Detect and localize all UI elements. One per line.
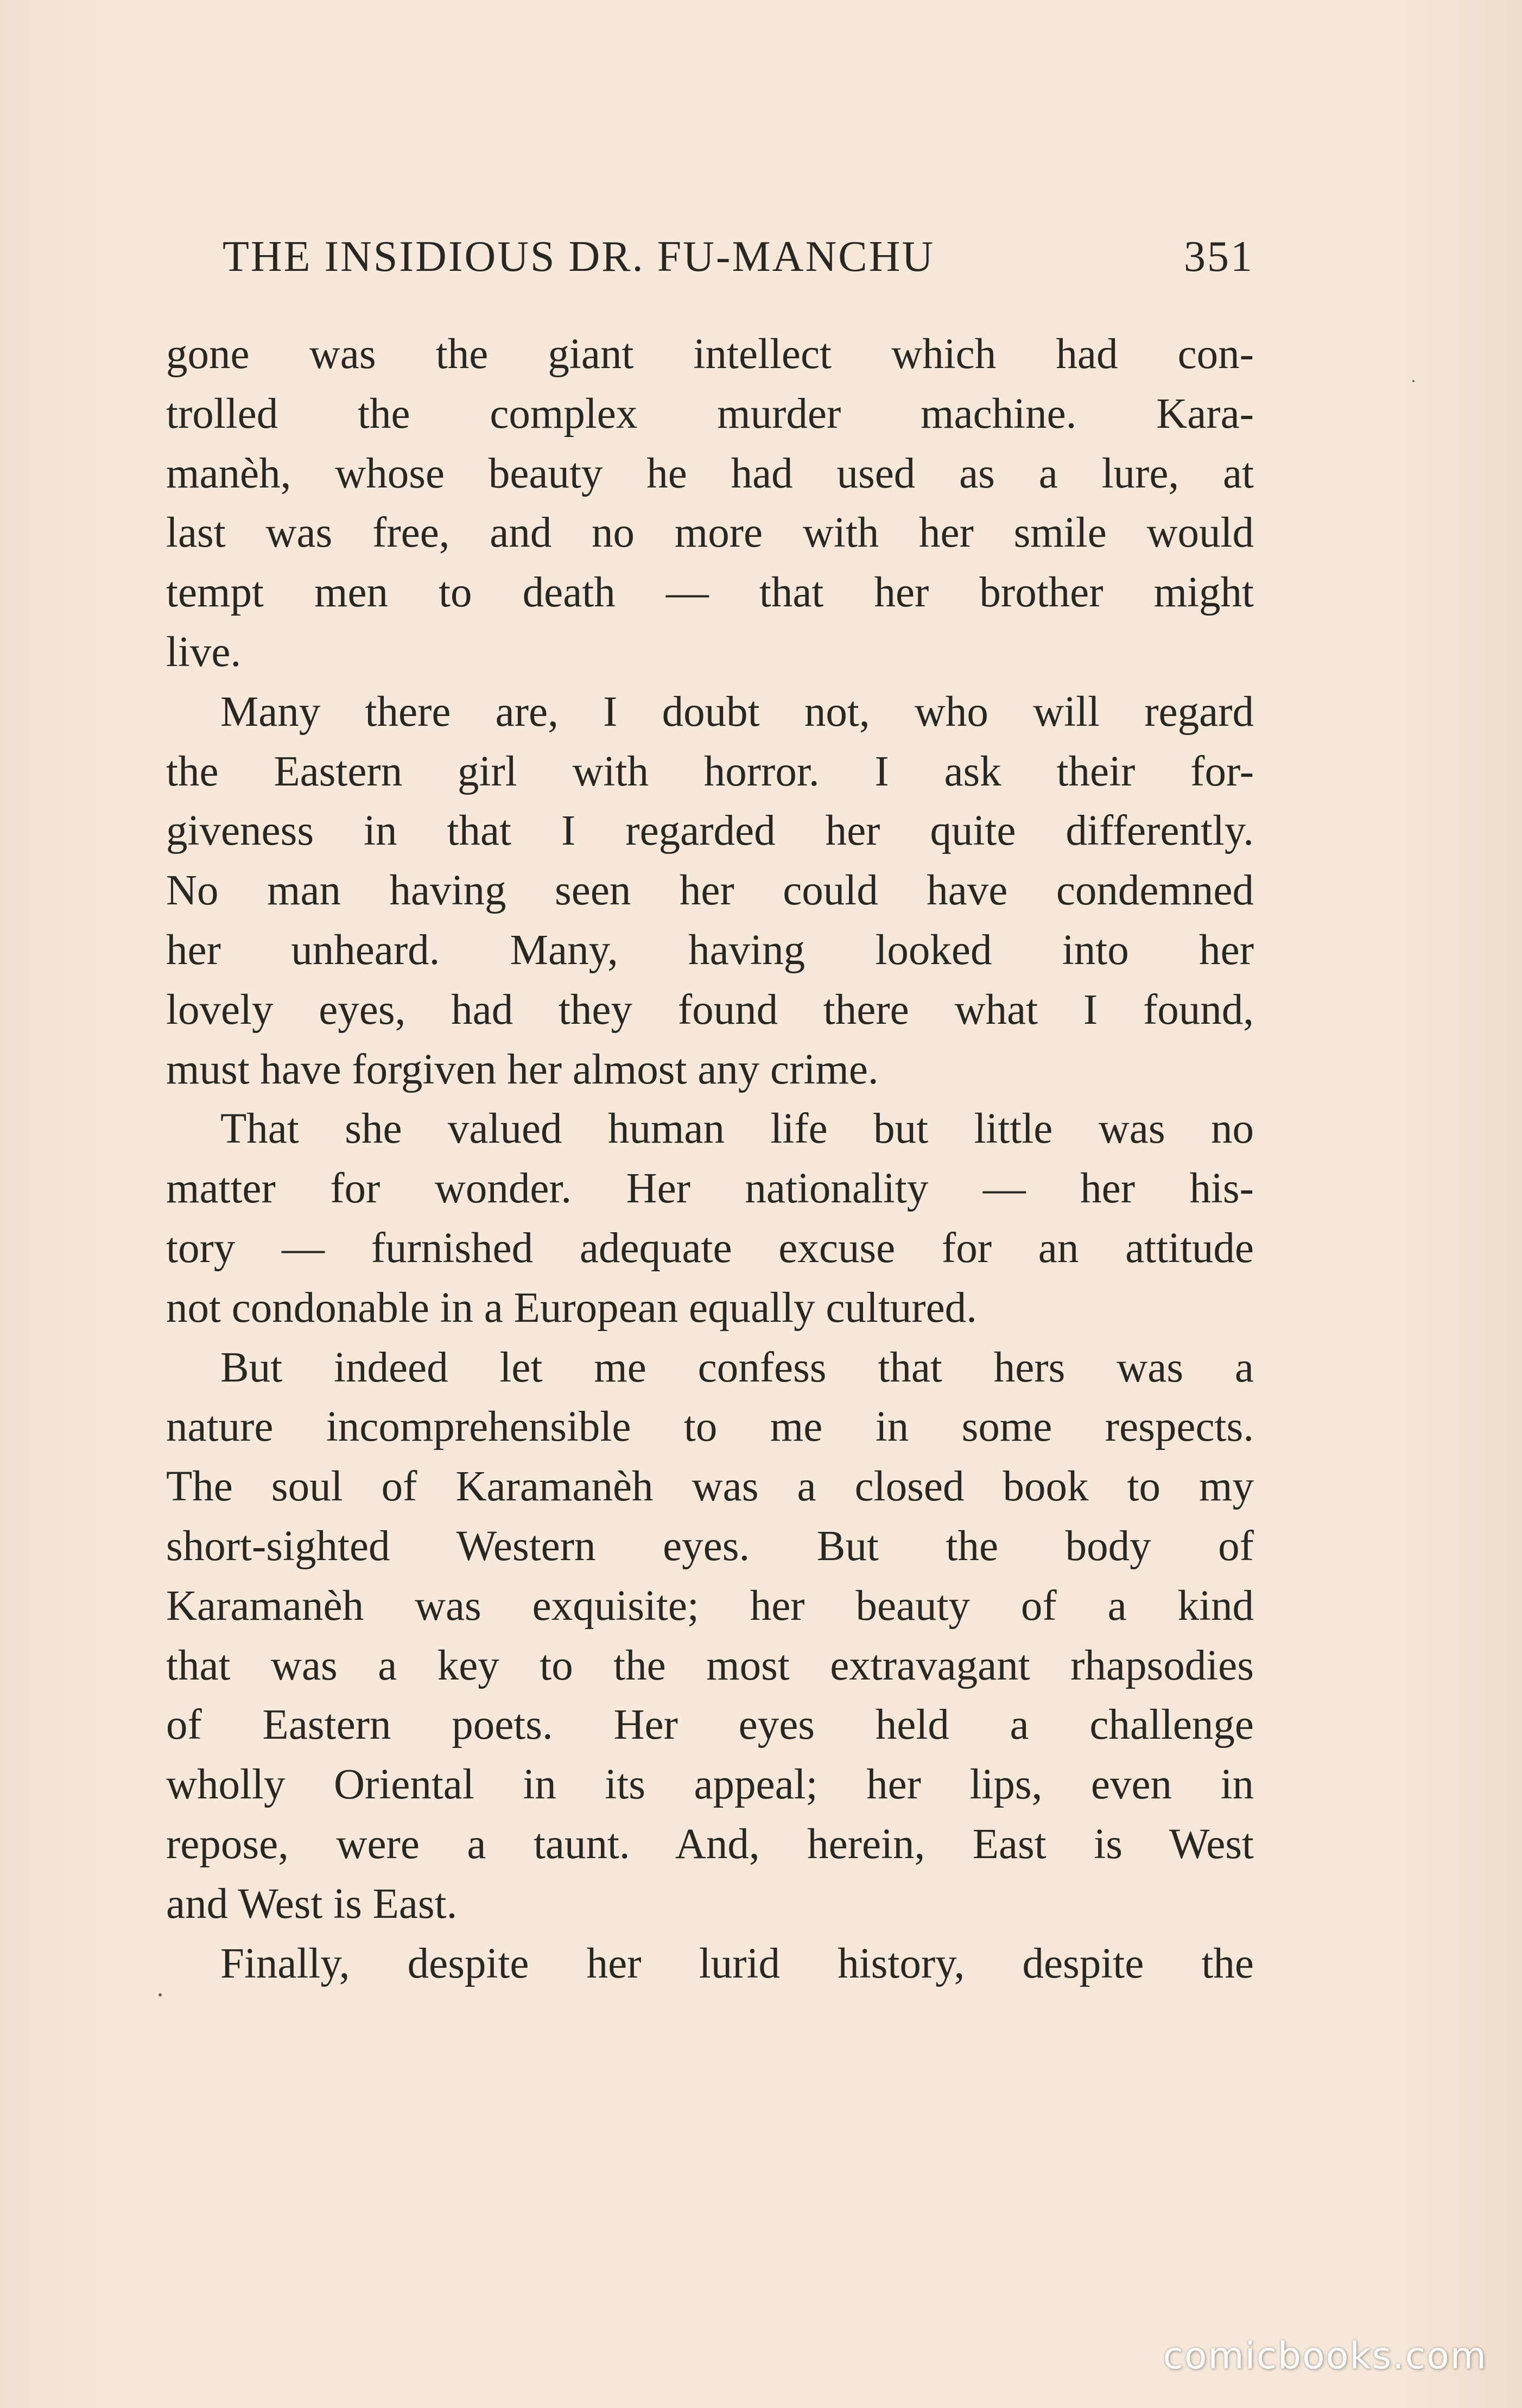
text-line: gone was the giant intellect which had con- (166, 331, 1254, 378)
text-line: the Eastern girl with horror. I ask their for- (166, 747, 1254, 795)
text-line: manèh, whose beauty he had used as a lure, at (166, 449, 1254, 497)
paper-speck (1412, 380, 1415, 382)
text-line: No man having seen her could have condemned (166, 867, 1254, 915)
watermark: comicbooks.com (1163, 2335, 1487, 2378)
paragraph-2 (166, 682, 1254, 1100)
text-line: Karamanèh was exquisite; her beauty of a kind (166, 1582, 1254, 1630)
body-text (166, 325, 1254, 1993)
page-number: 351 (1184, 233, 1254, 281)
text-line: that was a key to the most extravagant rhapsodies (166, 1642, 1254, 1689)
paragraph-1 (166, 325, 1254, 682)
text-line: But indeed let me confess that hers was a (220, 1344, 1254, 1391)
text-line: matter for wonder. Her nationality — her his- (166, 1165, 1254, 1213)
paragraph-5 (166, 1934, 1254, 1994)
text-line: wholly Oriental in its appeal; her lips, even in (166, 1761, 1254, 1809)
text-line: of Eastern poets. Her eyes held a challenge (166, 1701, 1254, 1749)
text-line: lovely eyes, had they found there what I found, (166, 986, 1254, 1034)
paragraph-3 (166, 1099, 1254, 1338)
text-line: The soul of Karamanèh was a closed book to my (166, 1463, 1254, 1511)
text-line: short-sighted Western eyes. But the body of (166, 1522, 1254, 1570)
paragraph-4 (166, 1338, 1254, 1934)
text-line: and West is East. (166, 1880, 458, 1928)
page-header (223, 227, 1254, 287)
text-line: tempt men to death — that her brother might (166, 569, 1254, 617)
paper-speck (158, 1993, 162, 1997)
text-line: Finally, despite her lurid history, despite the (220, 1940, 1254, 1987)
text-line: repose, were a taunt. And, herein, East is West (166, 1820, 1254, 1868)
text-line: That she valued human life but little was no (220, 1105, 1254, 1153)
text-line: trolled the complex murder machine. Kara- (166, 390, 1254, 438)
text-line: live. (166, 628, 242, 676)
text-line: nature incomprehensible to me in some respects. (166, 1403, 1254, 1451)
text-line: Many there are, I doubt not, who will regard (220, 688, 1254, 736)
text-line: tory — furnished adequate excuse for an attitude (166, 1224, 1254, 1272)
text-line: her unheard. Many, having looked into her (166, 926, 1254, 974)
text-line: giveness in that I regarded her quite differently. (166, 807, 1254, 855)
text-line: must have forgiven her almost any crime. (166, 1045, 879, 1093)
running-head: THE INSIDIOUS DR. FU-MANCHU (223, 233, 935, 281)
text-line: last was free, and no more with her smile would (166, 509, 1254, 557)
text-line: not condonable in a European equally cultured. (166, 1284, 977, 1332)
